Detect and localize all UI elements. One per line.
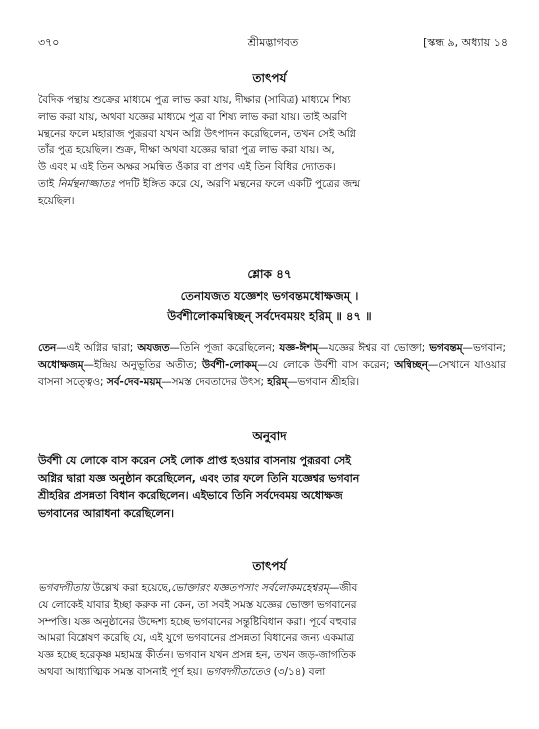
chapter-reference: [স্কন্ধ ৯, অধ্যায় ১৪ xyxy=(423,36,508,49)
synonym-term: হরিম্ xyxy=(267,375,288,388)
synonym-term: অধোক্ষজম্ xyxy=(38,358,84,371)
translation-heading: অনুবাদ xyxy=(252,429,287,443)
synonym-meaning: —এই অগ্নির দ্বারা; xyxy=(56,342,138,354)
synonym-meaning: —যজ্ঞের ঈশ্বর বা ভোক্তা; xyxy=(318,342,430,354)
running-header xyxy=(38,34,508,50)
text-span: —জীব xyxy=(328,582,358,594)
purport-heading: তাৎপর্য xyxy=(252,71,287,85)
verse-line-1: তেনাযজত যজ্ঞেশং ভগবন্তমধোক্ষজম্ । xyxy=(180,289,359,303)
synonym-meaning: —ইন্দ্রিয় অনুভূতির অতীত; xyxy=(83,358,202,371)
synonym-term: ভগবন্তম্ xyxy=(429,342,463,354)
book-title: শ্রীমদ্ভাগবত xyxy=(247,36,299,49)
text-line: ভগবানের আরাধনা করেছিলেন। xyxy=(38,506,174,520)
synonym-meaning: —ভগবান শ্রীহরি। xyxy=(287,375,360,388)
italic-term: ভগবদ্গীতায় xyxy=(38,582,90,594)
text-span: পদটি ইঙ্গিত করে যে, অরণি মন্থনের ফলে একটি পুত্রের জন্ম xyxy=(115,177,361,190)
purport-paragraph xyxy=(38,92,506,210)
synonym-term: যজ্ঞ-ঈশম্ xyxy=(279,342,319,354)
text-span: (৩/১৪) বলা xyxy=(270,665,326,678)
text-line: শ্রীহরির প্রসন্নতা বিধান করেছিলেন। এইভাবে তিনি সর্বদেবময় অধোক্ষজ xyxy=(38,489,343,502)
purport-paragraph-2 xyxy=(38,580,506,681)
synonym-term: উর্বশী-লোকম্ xyxy=(202,358,258,371)
text-line: অগ্নির দ্বারা যজ্ঞ অনুষ্ঠান করেছিলেন, এবং তার ফলে তিনি যজ্ঞেশ্বর ভগবান xyxy=(38,471,360,485)
synonym-meaning: —সেখানে যাওয়ার বাসনা সত্ত্বেও; xyxy=(38,358,506,388)
text-span: অথবা আধ্যাত্মিক সমস্ত বাসনাই পূর্ণ হয়। xyxy=(38,665,206,678)
text-line xyxy=(38,176,506,193)
synonym-term: সর্ব-দেব-ময়ম্ xyxy=(106,375,162,388)
synonym-meaning: —ভগবান; xyxy=(462,342,506,354)
synonym-meaning: —সমস্ত দেবতাদের উৎস; xyxy=(161,375,268,388)
text-line: সম্পত্তি। যজ্ঞ অনুষ্ঠানের উদ্দেশ্য হচ্ছে ভগবানের সন্তুষ্টিবিধান করা। পূর্বে বহুবার xyxy=(38,615,357,628)
text-line: তাঁর পুত্র হয়েছিল। শুক্র, দীক্ষা অথবা যজ্ঞের দ্বারা পুত্র লাভ করা যায়। অ, xyxy=(38,144,335,157)
text-line: যজ্ঞ হচ্ছে হরেকৃষ্ণ মহামন্ত্র কীর্তন। ভগবান যখন প্রসন্ন হন, তখন জড়-জাগতিক xyxy=(38,649,356,662)
text-span: তাই xyxy=(38,177,58,190)
synonym-term: তেন xyxy=(38,342,57,354)
verse-line-2: উর্বশীলোকমন্বিচ্ছন্ সর্বদেবময়ং হরিম্ ॥ ৪৭ ॥ xyxy=(167,309,372,323)
verse-heading: শ্লোক ৪৭ xyxy=(247,267,292,281)
text-line xyxy=(38,664,506,681)
page-number: ৩৭০ xyxy=(38,36,60,49)
text-line: লাভ করা যায়, অথবা যজ্ঞের মাধ্যমে পুত্র বা শিষ্য লাভ করা যায়। তাই অরণি xyxy=(38,110,347,123)
italic-quote: ভোক্তারং যজ্ঞতপসাং সর্বলোকমহেশ্বরম্ xyxy=(171,582,329,594)
text-line: উ এবং ম এই তিন অক্ষর সমন্বিত ওঁকার বা প্রণব এই তিন বিধির দ্যোতক। xyxy=(38,161,336,174)
text-line: হয়েছিল। xyxy=(38,194,75,207)
synonym-meaning: —যে লোকে উর্বশী বাস করেন; xyxy=(257,358,395,371)
text-span: উল্লেখ করা হয়েছে, xyxy=(89,582,172,594)
italic-term: ভগবদ্গীতাতেও xyxy=(205,665,271,678)
text-line: যে লোকেই যাবার ইচ্ছা করুক না কেন, তা সবই সমস্ত যজ্ঞের ভোক্তা ভগবানের xyxy=(38,598,357,611)
text-line: মন্থনের ফলে মহারাজ পুরূরবা যখন অগ্নি উৎপাদন করেছিলেন, তখন সেই অগ্নি xyxy=(38,127,356,140)
text-line: বৈদিক পন্থায় শুক্রের মাধ্যমে পুত্র লাভ করা যায়, দীক্ষার (সাবিত্র) মাধ্যমে শিষ্য xyxy=(38,94,351,106)
synonym-term: অযজত xyxy=(137,342,170,354)
text-line: আমরা বিশ্লেষণ করেছি যে, এই যুগে ভগবানের প্রসন্নতা বিধানের জন্য একমাত্র xyxy=(38,632,355,645)
text-line: উর্বশী যে লোকে বাস করেন সেই লোক প্রাপ্ত হওয়ার বাসনায় পুরূরবা সেই xyxy=(38,454,351,467)
purport-heading-2: তাৎপর্য xyxy=(252,559,287,573)
translation-paragraph xyxy=(38,452,506,522)
synonym-meaning: —তিনি পূজা করেছিলেন; xyxy=(169,342,280,354)
italic-term: নির্মন্থনাজ্জাতঃ xyxy=(57,177,116,190)
text-line xyxy=(38,580,506,597)
synonyms-paragraph xyxy=(38,340,506,390)
synonym-term: অন্বিচ্ছন্ xyxy=(394,358,428,371)
